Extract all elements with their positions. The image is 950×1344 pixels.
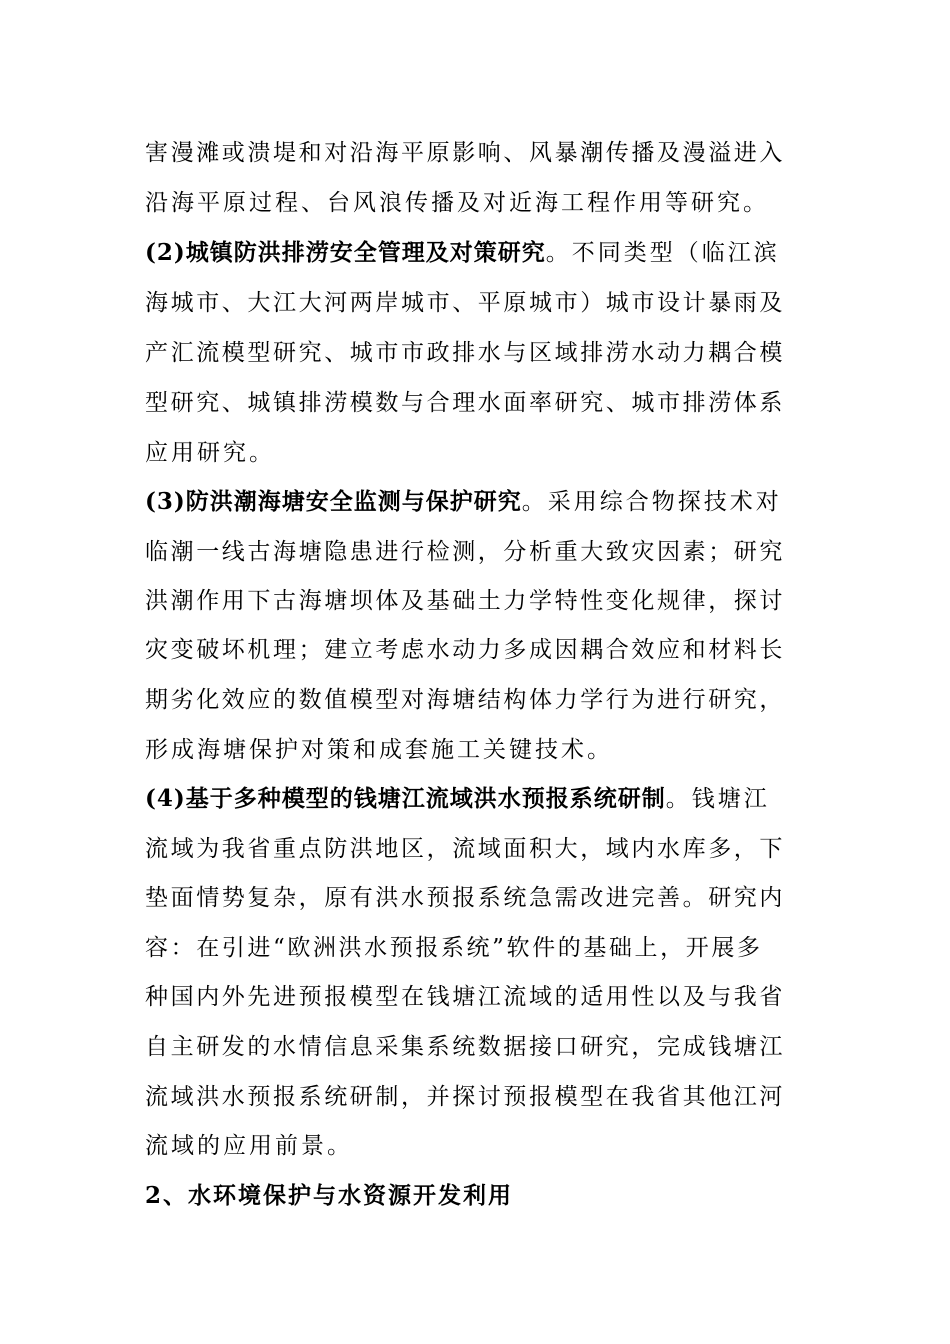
paragraph-line: 自主研发的水情信息采集系统数据接口研究，完成钱塘江 xyxy=(145,1034,785,1060)
paragraph-line: 型研究、城镇排涝模数与合理水面率研究、城市排涝体系 xyxy=(145,390,785,416)
paragraph-line: 洪潮作用下古海塘坝体及基础土力学特性变化规律，探讨 xyxy=(145,588,785,614)
item-3-title: (3)防洪潮海塘安全监测与保护研究 xyxy=(145,488,522,515)
paragraph-line: 流域的应用前景。 xyxy=(145,1133,353,1159)
paragraph-line: 沿海平原过程、台风浪传播及对近海工程作用等研究。 xyxy=(145,190,769,216)
paragraph-line: 灾变破坏机理；建立考虑水动力多成因耦合效应和材料长 xyxy=(145,637,785,663)
item-4-first-line xyxy=(145,783,810,815)
paragraph-line: 临潮一线古海塘隐患进行检测，分析重大致灾因素；研究 xyxy=(145,539,785,565)
paragraph-line: 期劣化效应的数值模型对海塘结构体力学行为进行研究， xyxy=(145,687,785,713)
paragraph-line: 海城市、大江大河两岸城市、平原城市）城市设计暴雨及 xyxy=(145,290,785,316)
paragraph-line: 流域洪水预报系统研制，并探讨预报模型在我省其他江河 xyxy=(145,1084,785,1110)
item-3-text: 。采用综合物探技术对 xyxy=(521,489,782,515)
paragraph-line: 容：在引进“欧洲洪水预报系统”软件的基础上，开展多 xyxy=(145,935,763,961)
paragraph-line: 流域为我省重点防洪地区，流域面积大，域内水库多，下 xyxy=(145,836,785,862)
item-2-title: (2)城镇防洪排涝安全管理及对策研究 xyxy=(145,239,546,266)
section-heading: 2、水环境保护与水资源开发利用 xyxy=(145,1182,514,1209)
paragraph-line: 种国内外先进预报模型在钱塘江流域的适用性以及与我省 xyxy=(145,984,785,1010)
item-4-text: 。钱塘江 xyxy=(665,786,770,812)
item-4-title: (4)基于多种模型的钱塘江流域洪水预报系统研制 xyxy=(145,785,666,812)
item-2-text: 。不同类型（临江滨 xyxy=(545,240,780,266)
paragraph-line: 产汇流模型研究、城市市政排水与区域排涝水动力耦合模 xyxy=(145,340,785,366)
paragraph-line: 垫面情势复杂，原有洪水预报系统急需改进完善。研究内 xyxy=(145,885,785,911)
paragraph-line: 形成海塘保护对策和成套施工关键技术。 xyxy=(145,737,613,763)
item-3-first-line xyxy=(145,486,810,518)
paragraph-line: 应用研究。 xyxy=(145,440,275,466)
paragraph-line: 害漫滩或溃堤和对沿海平原影响、风暴潮传播及漫溢进入 xyxy=(145,140,785,166)
item-2-first-line xyxy=(145,237,810,269)
